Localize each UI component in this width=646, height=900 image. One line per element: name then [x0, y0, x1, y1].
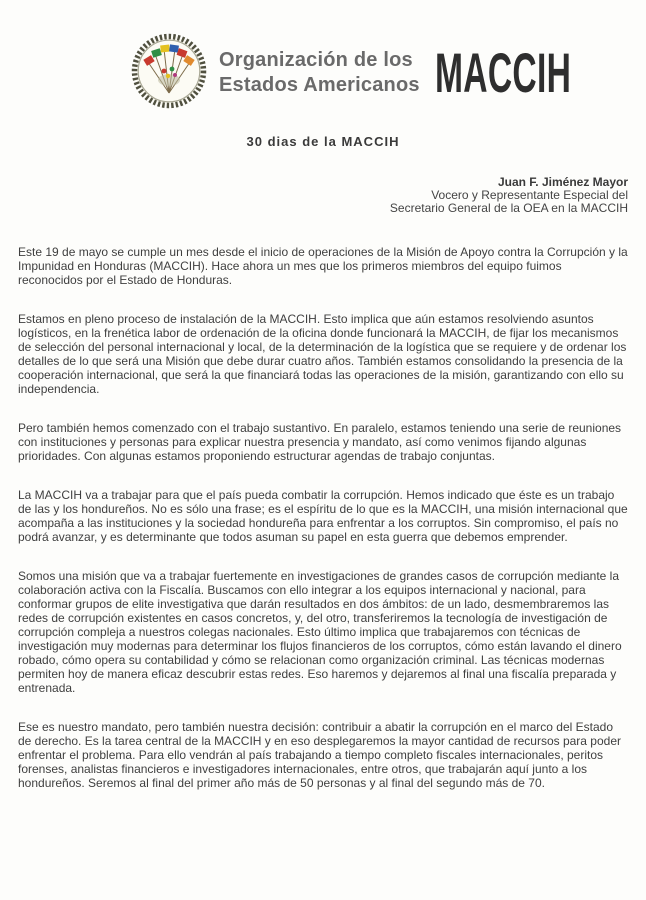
author-role-line2: Secretario General de la OEA en la MACCIH: [389, 201, 628, 215]
author-name: Juan F. Jiménez Mayor: [497, 175, 628, 189]
document-body: [0, 245, 646, 790]
org-name-line1: Organización de los: [219, 49, 413, 71]
paragraph-3: Pero también hemos comenzado con el trabajo sustantivo. En paralelo, estamos teniendo una serie de reuniones con instituciones y personas para explicar nuestra presencia y mandato, así como venimos fijando algunas prioridades. Con algunas estamos proponiendo estructurar agendas de trabajo conjuntas.: [18, 421, 622, 463]
org-name: [219, 48, 420, 98]
paragraph-1: Este 19 de mayo se cumple un mes desde el inicio de operaciones de la Misión de Apoyo contra la Corrupción y la Impunidad en Honduras (MACCIH). Hace ahora un mes que los primeros miembros del equipo fuimos reconocidos por el Estado de Honduras.: [18, 245, 628, 287]
paragraph-4: La MACCIH va a trabajar para que el país pueda combatir la corrupción. Hemos indicado que éste es un trabajo de las y los hondureños. No es sólo una frase; es el espíritu de lo que es la MACCIH, una misión internacional que acompaña a las instituciones y la sociedad hondureña para enfrentar a los corruptos. Sin compromiso, el país no podrá avanzar, y es determinante que todos asuman su papel en esta guerra que debemos emprender.: [18, 488, 628, 544]
paragraph-5: Somos una misión que va a trabajar fuertemente en investigaciones de grandes casos de corrupción mediante la colaboración activa con la Fiscalía. Buscamos con ello integrar a los equipos internacional y nacional, para conformar grupos de elite investigativa que darán resultados en dos ámbitos: de un lado, desmembraremos las redes de corrupción existentes en casos concretos, y, del otro, transferiremos la tecnología de investigación de corrupción compleja a nuestros colegas nacionales. Esto último implica que trabajaremos con técnicas de investigación muy modernas para determinar los flujos financieros de los corruptos, cómo están lavando el dinero robado, cómo opera su contabilidad y cómo se relacionan como organización criminal. Las técnicas modernas permiten hoy de manera eficaz descubrir estas redes. Eso haremos y dejaremos al final una fiscalía preparada y entrenada.: [18, 569, 622, 695]
author-role-line1: Vocero y Representante Especial del: [431, 188, 628, 202]
document-title: 30 dias de la MACCIH: [246, 134, 400, 149]
byline: [0, 176, 646, 215]
paragraph-6: Ese es nuestro mandato, pero también nuestra decisión: contribuir a abatir la corrupción en el marco del Estado de derecho. Es la tarea central de la MACCIH y en eso desplegaremos la mayor cantidad de recursos para poder enfrentar el problema. Para ello vendrán al país trabajando a tiempo completo fiscales internacionales, peritos forenses, analistas financieros e investigadores internacionales, entre otros, que trabajarán aquí junto a los hondureños. Seremos al final del primer año más de 50 personas y al final del segundo más de 70.: [18, 720, 621, 790]
oas-seal-icon: [131, 33, 207, 114]
paragraph-2: Estamos en pleno proceso de instalación de la MACCIH. Esto implica que aún estamos resolviendo asuntos logísticos, en la frenética labor de ordenación de la oficina donde funcionará la MACCIH, de fijar los mecanismos de selección del personal internacional y local, de la determinación de la logística que se requiere y de ordenar los detalles de lo que será una Misión que debe durar cuatro años. También estamos consolidando la presencia de la cooperación internacional, que será la que financiará todas las operaciones de la misión, garantizando con ello su independencia.: [18, 312, 627, 396]
letterhead: [0, 0, 646, 113]
org-name-line2: Estados Americanos: [219, 74, 420, 96]
brand-wordmark: MACCIH: [434, 41, 571, 104]
